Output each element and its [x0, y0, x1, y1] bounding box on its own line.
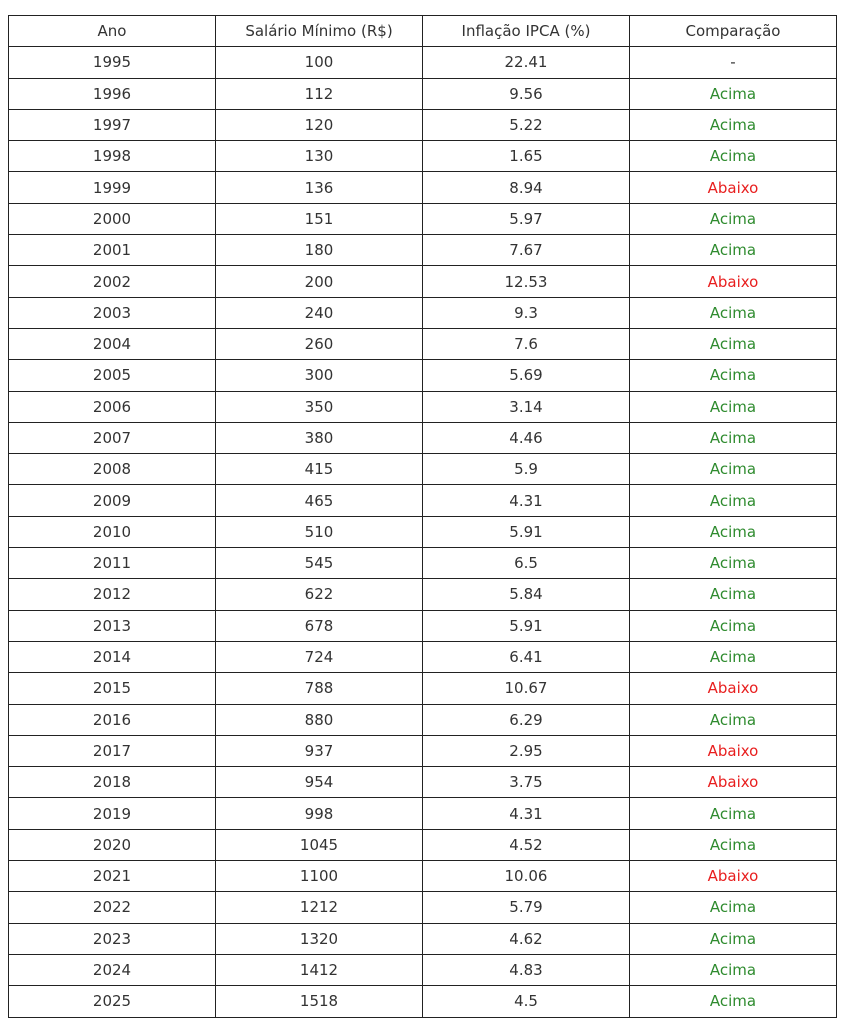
cell-inflacao-ipca: 3.14 [423, 391, 630, 422]
cell-comparacao: Acima [630, 203, 837, 234]
cell-ano: 2009 [9, 485, 216, 516]
cell-inflacao-ipca: 6.29 [423, 704, 630, 735]
cell-ano: 2011 [9, 548, 216, 579]
table-row [9, 485, 837, 516]
cell-ano: 2013 [9, 610, 216, 641]
cell-ano: 2005 [9, 360, 216, 391]
table-row [9, 892, 837, 923]
table-row [9, 109, 837, 140]
table-row [9, 954, 837, 985]
cell-salario-minimo: 380 [216, 422, 423, 453]
cell-comparacao: Acima [630, 579, 837, 610]
cell-ano: 1999 [9, 172, 216, 203]
table-row [9, 454, 837, 485]
cell-ano: 2021 [9, 861, 216, 892]
cell-salario-minimo: 622 [216, 579, 423, 610]
table-row [9, 360, 837, 391]
cell-inflacao-ipca: 3.75 [423, 767, 630, 798]
cell-ano: 2015 [9, 673, 216, 704]
cell-comparacao: Acima [630, 516, 837, 547]
header-salario-minimo: Salário Mínimo (R$) [216, 16, 423, 47]
cell-inflacao-ipca: 10.06 [423, 861, 630, 892]
cell-ano: 2020 [9, 829, 216, 860]
cell-comparacao: Acima [630, 297, 837, 328]
header-row [9, 16, 837, 47]
table-row [9, 798, 837, 829]
table-row [9, 673, 837, 704]
cell-salario-minimo: 151 [216, 203, 423, 234]
cell-comparacao: Acima [630, 391, 837, 422]
table-row [9, 266, 837, 297]
cell-ano: 2018 [9, 767, 216, 798]
table-row [9, 829, 837, 860]
cell-salario-minimo: 112 [216, 78, 423, 109]
cell-comparacao: Acima [630, 923, 837, 954]
table-row [9, 141, 837, 172]
table-row [9, 704, 837, 735]
cell-ano: 1997 [9, 109, 216, 140]
cell-inflacao-ipca: 4.62 [423, 923, 630, 954]
cell-inflacao-ipca: 4.46 [423, 422, 630, 453]
cell-ano: 2008 [9, 454, 216, 485]
cell-inflacao-ipca: 1.65 [423, 141, 630, 172]
cell-salario-minimo: 130 [216, 141, 423, 172]
table-row [9, 641, 837, 672]
cell-salario-minimo: 200 [216, 266, 423, 297]
cell-salario-minimo: 678 [216, 610, 423, 641]
cell-salario-minimo: 1320 [216, 923, 423, 954]
cell-salario-minimo: 545 [216, 548, 423, 579]
cell-inflacao-ipca: 6.41 [423, 641, 630, 672]
cell-salario-minimo: 350 [216, 391, 423, 422]
cell-inflacao-ipca: 2.95 [423, 735, 630, 766]
header-comparacao: Comparação [630, 16, 837, 47]
cell-salario-minimo: 180 [216, 235, 423, 266]
cell-salario-minimo: 510 [216, 516, 423, 547]
table-row [9, 203, 837, 234]
comparison-table-container [8, 15, 837, 1018]
table-row [9, 579, 837, 610]
cell-comparacao: Acima [630, 892, 837, 923]
cell-ano: 1996 [9, 78, 216, 109]
cell-salario-minimo: 998 [216, 798, 423, 829]
cell-ano: 2001 [9, 235, 216, 266]
cell-salario-minimo: 937 [216, 735, 423, 766]
cell-ano: 2016 [9, 704, 216, 735]
cell-comparacao: Acima [630, 548, 837, 579]
cell-ano: 2000 [9, 203, 216, 234]
cell-ano: 2003 [9, 297, 216, 328]
cell-comparacao: Acima [630, 954, 837, 985]
cell-inflacao-ipca: 9.3 [423, 297, 630, 328]
cell-comparacao: Acima [630, 641, 837, 672]
cell-comparacao: Abaixo [630, 172, 837, 203]
cell-inflacao-ipca: 4.52 [423, 829, 630, 860]
table-row [9, 235, 837, 266]
cell-comparacao: Acima [630, 704, 837, 735]
cell-comparacao: Acima [630, 454, 837, 485]
cell-ano: 2012 [9, 579, 216, 610]
cell-salario-minimo: 954 [216, 767, 423, 798]
table-row [9, 610, 837, 641]
cell-inflacao-ipca: 5.79 [423, 892, 630, 923]
cell-ano: 2023 [9, 923, 216, 954]
cell-ano: 2019 [9, 798, 216, 829]
cell-inflacao-ipca: 8.94 [423, 172, 630, 203]
cell-inflacao-ipca: 6.5 [423, 548, 630, 579]
table-row [9, 861, 837, 892]
cell-salario-minimo: 100 [216, 47, 423, 78]
table-row [9, 767, 837, 798]
cell-salario-minimo: 880 [216, 704, 423, 735]
cell-inflacao-ipca: 4.31 [423, 485, 630, 516]
cell-inflacao-ipca: 22.41 [423, 47, 630, 78]
cell-comparacao: Acima [630, 798, 837, 829]
cell-salario-minimo: 415 [216, 454, 423, 485]
cell-comparacao: Acima [630, 829, 837, 860]
cell-comparacao: Acima [630, 235, 837, 266]
cell-inflacao-ipca: 4.83 [423, 954, 630, 985]
cell-inflacao-ipca: 9.56 [423, 78, 630, 109]
table-row [9, 328, 837, 359]
table-row [9, 47, 837, 78]
cell-comparacao: Abaixo [630, 861, 837, 892]
cell-comparacao: Abaixo [630, 767, 837, 798]
cell-ano: 2024 [9, 954, 216, 985]
cell-salario-minimo: 1100 [216, 861, 423, 892]
cell-comparacao: Acima [630, 422, 837, 453]
cell-comparacao: Acima [630, 78, 837, 109]
cell-inflacao-ipca: 5.91 [423, 610, 630, 641]
cell-inflacao-ipca: 12.53 [423, 266, 630, 297]
cell-ano: 1998 [9, 141, 216, 172]
cell-salario-minimo: 724 [216, 641, 423, 672]
cell-salario-minimo: 1045 [216, 829, 423, 860]
cell-comparacao: Acima [630, 360, 837, 391]
cell-comparacao: Acima [630, 485, 837, 516]
table-row [9, 172, 837, 203]
cell-salario-minimo: 1518 [216, 986, 423, 1017]
cell-inflacao-ipca: 10.67 [423, 673, 630, 704]
cell-inflacao-ipca: 4.31 [423, 798, 630, 829]
table-row [9, 78, 837, 109]
cell-salario-minimo: 1212 [216, 892, 423, 923]
table-row [9, 986, 837, 1017]
comparison-table [8, 15, 837, 1018]
cell-salario-minimo: 120 [216, 109, 423, 140]
table-row [9, 548, 837, 579]
cell-comparacao: Abaixo [630, 673, 837, 704]
cell-comparacao: Acima [630, 141, 837, 172]
cell-salario-minimo: 136 [216, 172, 423, 203]
cell-comparacao: Acima [630, 610, 837, 641]
cell-salario-minimo: 260 [216, 328, 423, 359]
cell-comparacao: - [630, 47, 837, 78]
cell-salario-minimo: 788 [216, 673, 423, 704]
cell-salario-minimo: 1412 [216, 954, 423, 985]
table-row [9, 297, 837, 328]
cell-ano: 2006 [9, 391, 216, 422]
cell-ano: 2002 [9, 266, 216, 297]
cell-ano: 1995 [9, 47, 216, 78]
cell-comparacao: Acima [630, 986, 837, 1017]
table-row [9, 391, 837, 422]
cell-ano: 2007 [9, 422, 216, 453]
cell-ano: 2025 [9, 986, 216, 1017]
cell-inflacao-ipca: 5.22 [423, 109, 630, 140]
cell-inflacao-ipca: 5.91 [423, 516, 630, 547]
cell-ano: 2022 [9, 892, 216, 923]
cell-ano: 2004 [9, 328, 216, 359]
cell-inflacao-ipca: 4.5 [423, 986, 630, 1017]
cell-salario-minimo: 465 [216, 485, 423, 516]
cell-comparacao: Acima [630, 328, 837, 359]
table-row [9, 516, 837, 547]
table-row [9, 735, 837, 766]
cell-inflacao-ipca: 5.9 [423, 454, 630, 485]
cell-salario-minimo: 300 [216, 360, 423, 391]
table-row [9, 422, 837, 453]
cell-inflacao-ipca: 5.69 [423, 360, 630, 391]
cell-inflacao-ipca: 7.67 [423, 235, 630, 266]
table-body [9, 47, 837, 1017]
cell-comparacao: Acima [630, 109, 837, 140]
cell-ano: 2014 [9, 641, 216, 672]
cell-inflacao-ipca: 5.97 [423, 203, 630, 234]
cell-salario-minimo: 240 [216, 297, 423, 328]
cell-comparacao: Abaixo [630, 735, 837, 766]
header-inflacao-ipca: Inflação IPCA (%) [423, 16, 630, 47]
cell-inflacao-ipca: 7.6 [423, 328, 630, 359]
cell-ano: 2017 [9, 735, 216, 766]
header-ano: Ano [9, 16, 216, 47]
cell-comparacao: Abaixo [630, 266, 837, 297]
cell-inflacao-ipca: 5.84 [423, 579, 630, 610]
cell-ano: 2010 [9, 516, 216, 547]
table-row [9, 923, 837, 954]
